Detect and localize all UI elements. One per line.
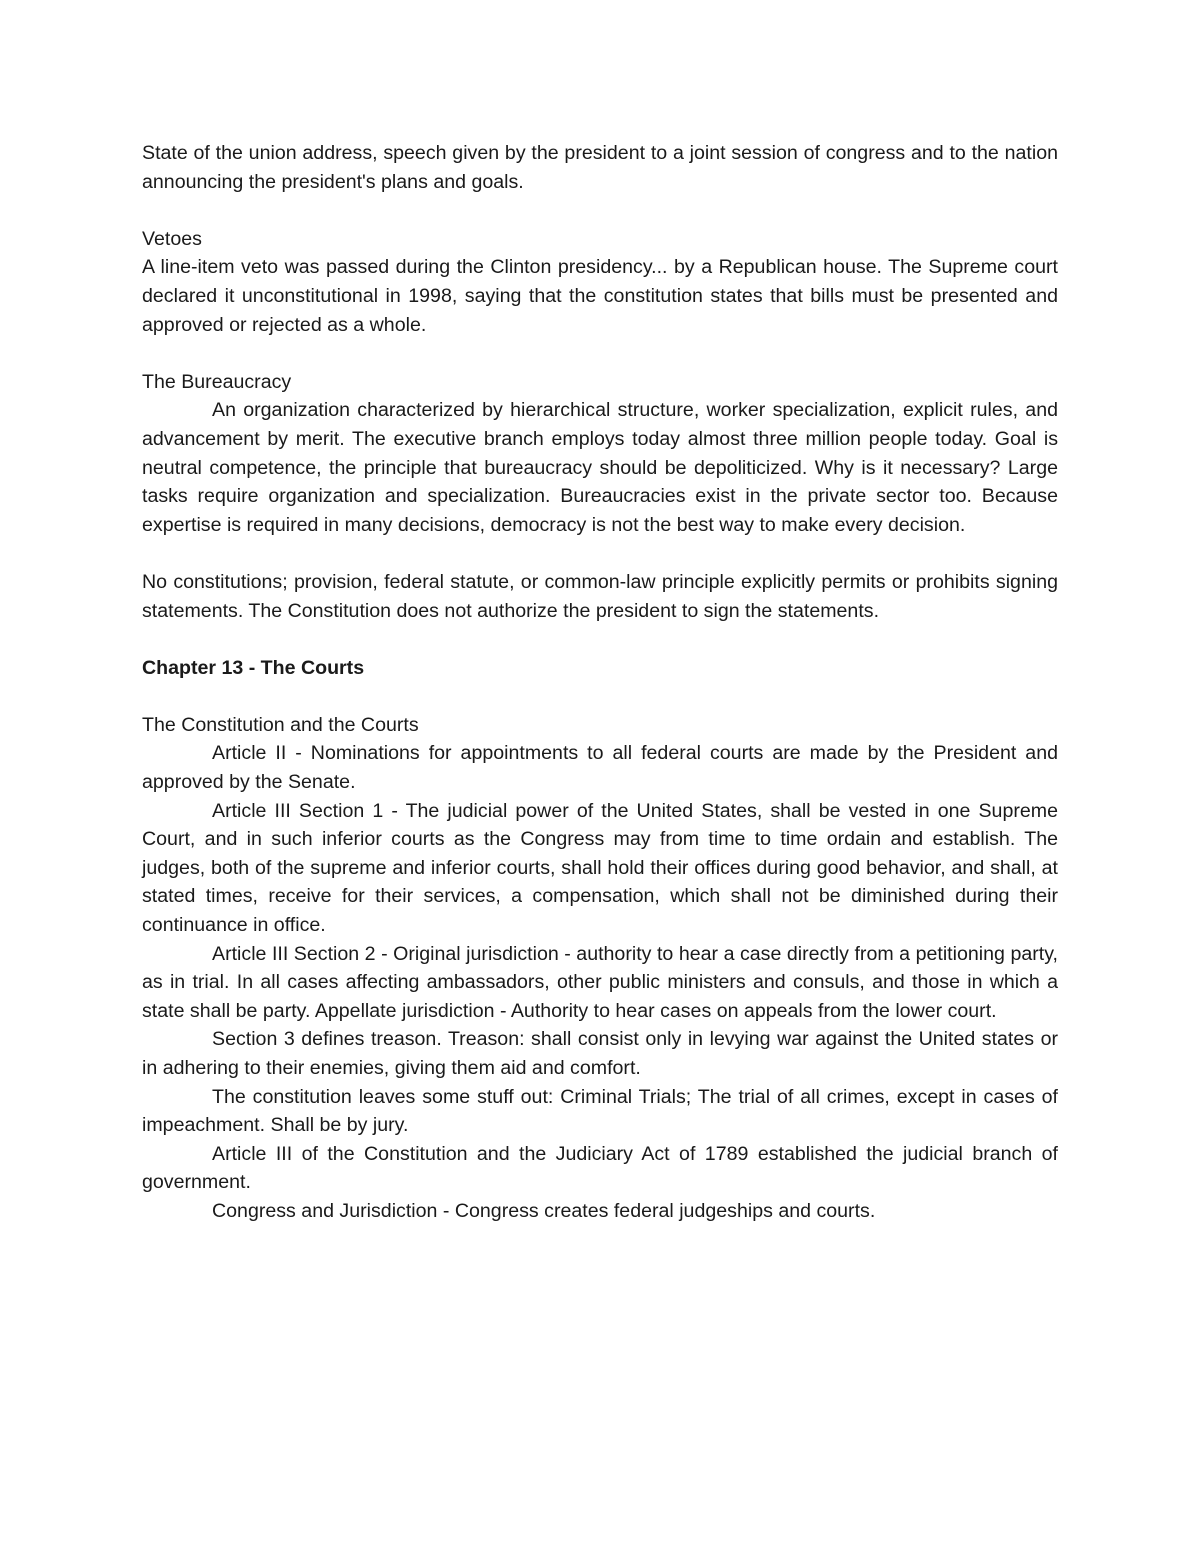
vetoes-title: Vetoes [142,227,202,250]
chapter-heading: Chapter 13 - The Courts [142,656,365,679]
document-page [142,139,1058,1226]
congress-jurisdiction-paragraph: Congress and Jurisdiction - Congress creates federal judgeships and courts. [212,1199,876,1222]
spacer [142,682,1058,711]
bureaucracy-title: The Bureaucracy [142,370,292,393]
bureaucracy-paragraph: An organization characterized by hierarchical structure, worker specialization, explicit rules, and advancement by merit. The executive branch employs today almost three million people today. Goal is neutral competence, the principle that bureaucracy should be depoliticized. Why is it necessary? Large tasks require organization and specialization. Bureaucracies exist in the private sector too. Because expertise is required in many decisions, democracy is not the best way to make every decision. [142,399,1058,536]
signing-statements-paragraph: No constitutions; provision, federal statute, or common-law principle explicitly permits or prohibits signing statements. The Constitution does not authorize the president to sign the statements. [142,570,1058,622]
judiciary-act-paragraph: Article III of the Constitution and the Judiciary Act of 1789 established the judicial branch of government. [142,1142,1058,1194]
state-of-union-paragraph: State of the union address, speech given by the president to a joint session of congress and to the nation announcing the president's plans and goals. [142,142,1058,193]
spacer [142,196,1058,225]
courts-subheading: The Constitution and the Courts [142,713,419,736]
article-2-paragraph: Article II - Nominations for appointments to all federal courts are made by the President and approved by the Senate. [142,742,1058,794]
section-3-treason-paragraph: Section 3 defines treason. Treason: shall consist only in levying war against the United states or in adhering to their enemies, giving them aid and comfort. [142,1028,1058,1079]
criminal-trials-paragraph: The constitution leaves some stuff out: Criminal Trials; The trial of all crimes, except in cases of impeachment. Shall be by jury. [142,1085,1058,1137]
article-3-section-2-paragraph: Article III Section 2 - Original jurisdiction - authority to hear a case directly from a petitioning party, as in trial. In all cases affecting ambassadors, other public ministers and consuls, and those in which a state shall be party. Appellate jurisdiction - Authority to hear cases on appeals from the lower court. [142,942,1058,1022]
spacer [142,339,1058,368]
article-3-section-1-paragraph: Article III Section 1 - The judicial power of the United States, shall be vested in one Supreme Court, and in such inferior courts as the Congress may from time to time ordain and establish. The judges, both of the supreme and inferior courts, shall hold their offices during good behavior, and shall, at stated times, receive for their services, a compensation, which shall not be diminished during their continuance in office. [142,799,1058,937]
spacer [142,625,1058,654]
spacer [142,539,1058,568]
vetoes-paragraph: A line-item veto was passed during the Clinton presidency... by a Republican house. The Supreme court declared it unconstitutional in 1998, saying that the constitution states that bills must be presented and approved or rejected as a whole. [142,256,1058,336]
